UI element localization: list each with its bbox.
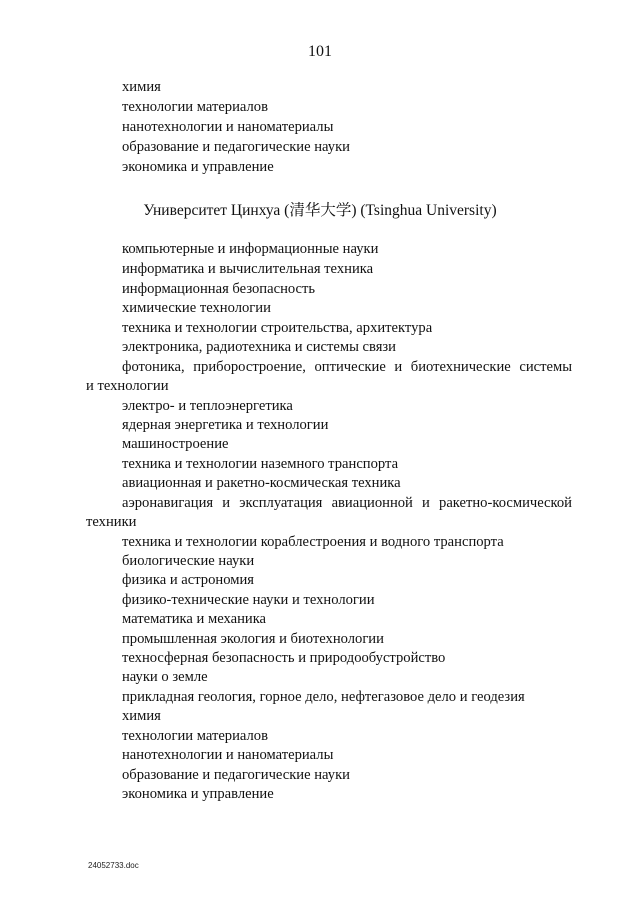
- list-item: науки о земле: [122, 669, 208, 685]
- list-item: технологии материалов: [122, 728, 268, 744]
- list-item: химия: [122, 79, 161, 95]
- list-item: физико-технические науки и технологии: [122, 592, 375, 608]
- list-item: нанотехнологии и наноматериалы: [122, 119, 334, 135]
- list-item: экономика и управление: [122, 786, 274, 802]
- list-item-continuation: и технологии: [86, 378, 169, 394]
- list-item: экономика и управление: [122, 159, 274, 175]
- list-item: физика и астрономия: [122, 572, 254, 588]
- list-item: информатика и вычислительная техника: [122, 261, 374, 277]
- section-heading: Университет Цинхуа (清华大学) (Tsinghua University): [143, 202, 497, 219]
- list-item: информационная безопасность: [122, 281, 316, 297]
- list-item: авиационная и ракетно-космическая техника: [122, 475, 401, 491]
- list-item: биологические науки: [122, 553, 255, 569]
- list-item: промышленная экология и биотехнологии: [122, 631, 384, 647]
- list-item: техника и технологии строительства, архитектура: [122, 320, 433, 336]
- list-item: образование и педагогические науки: [122, 139, 350, 155]
- list-item-continuation: техники: [86, 514, 137, 530]
- list-item: машиностроение: [122, 436, 229, 452]
- list-item: химия: [122, 708, 161, 724]
- list-item: аэронавигация и эксплуатация авиационной и ракетно-космической: [122, 495, 572, 511]
- list-item: электро- и теплоэнергетика: [122, 398, 293, 414]
- document-filename: 24052733.doc: [88, 861, 139, 870]
- list-item: электроника, радиотехника и системы связи: [122, 339, 396, 355]
- list-item: образование и педагогические науки: [122, 767, 350, 783]
- list-item: техносферная безопасность и природообустройство: [122, 650, 446, 666]
- list-item: техника и технологии наземного транспорта: [122, 456, 399, 472]
- list-item: математика и механика: [122, 611, 267, 627]
- list-item: компьютерные и информационные науки: [122, 241, 379, 257]
- list-item: ядерная энергетика и технологии: [122, 417, 329, 433]
- page-number: 101: [308, 43, 332, 60]
- list-item: фотоника, приборостроение, оптические и биотехнические системы: [122, 359, 572, 375]
- list-item: химические технологии: [122, 300, 271, 316]
- list-item: прикладная геология, горное дело, нефтегазовое дело и геодезия: [122, 689, 525, 705]
- list-item: нанотехнологии и наноматериалы: [122, 747, 334, 763]
- list-item: техника и технологии кораблестроения и водного транспорта: [122, 534, 504, 550]
- list-item: технологии материалов: [122, 99, 268, 115]
